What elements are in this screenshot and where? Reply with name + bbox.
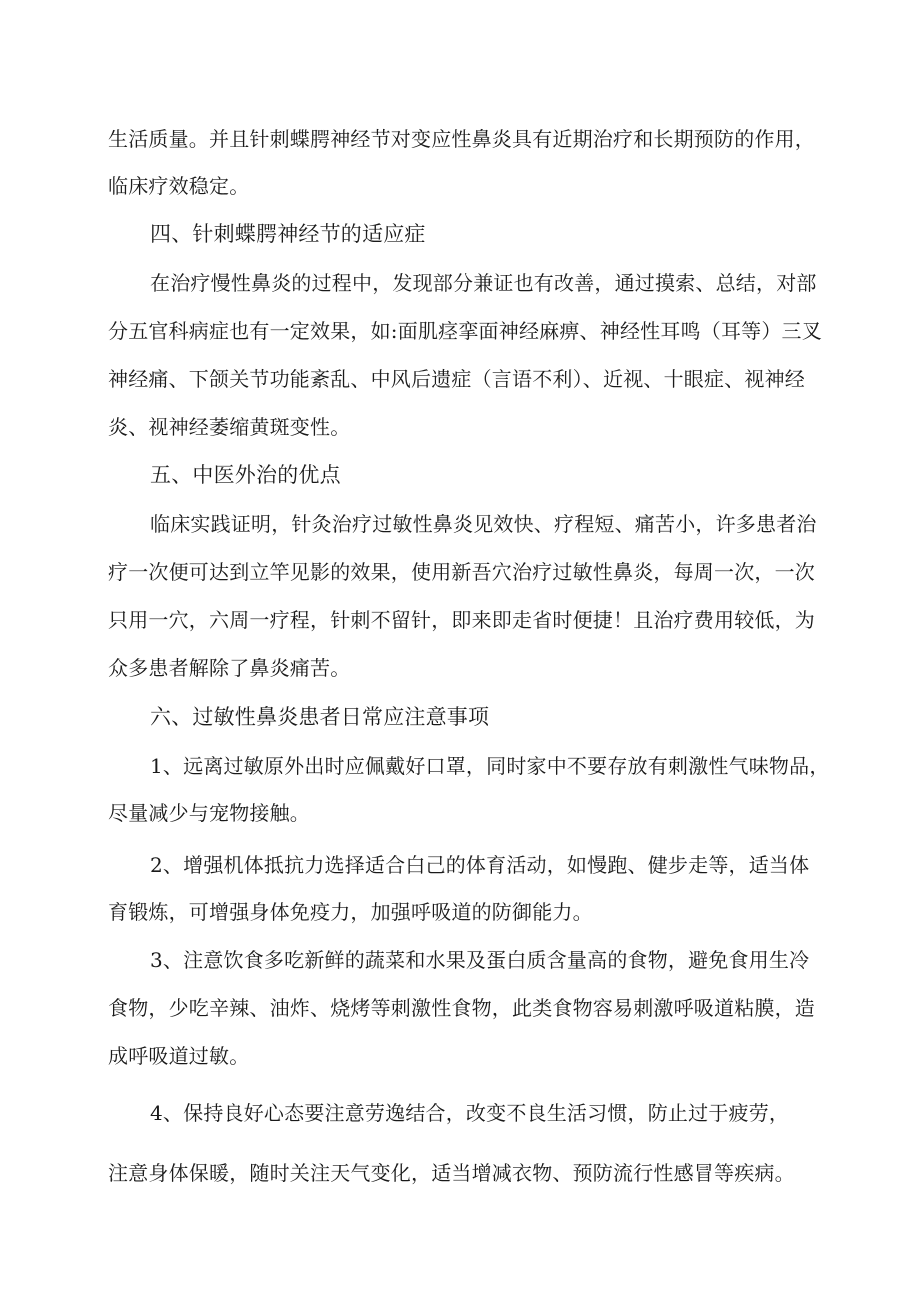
- text-line: 众多患者解除了鼻炎痛苦。: [108, 656, 351, 680]
- text-line: 炎、视神经萎缩黄斑变性。: [108, 415, 351, 439]
- text-line: 成呼吸道过敏。: [108, 1044, 250, 1068]
- section-heading-4: 四、针刺蝶腭神经节的适应症: [150, 222, 426, 246]
- text-line: 神经痛、下颌关节功能紊乱、中风后遗症（言语不利）、近视、十眼症、视神经: [108, 367, 805, 391]
- text-line: 1、远离过敏原外出时应佩戴好口罩，同时家中不要存放有刺激性气味物品，: [150, 754, 830, 778]
- text-line: 3、注意饮食多吃新鲜的蔬菜和水果及蛋白质含量高的食物，避免食用生冷: [150, 948, 810, 972]
- section-heading-5: 五、中医外治的优点: [150, 463, 341, 487]
- text-line: 注意身体保暖，随时关注天气变化，适当增减衣物、预防流行性感冒等疾病。: [108, 1161, 795, 1185]
- text-line: 临床疗效稳定。: [108, 174, 250, 198]
- text-line: 食物，少吃辛辣、油炸、烧烤等刺激性食物，此类食物容易刺激呼吸道粘膜，造: [108, 996, 815, 1020]
- text-line: 4、保持良好心态要注意劳逸结合，改变不良生活习惯，防止过于疲劳，: [150, 1101, 790, 1125]
- text-line: 疗一次便可达到立竿见影的效果，使用新吾穴治疗过敏性鼻炎，每周一次，一次: [108, 560, 815, 584]
- text-line: 2、增强机体抵抗力选择适合白己的体育活动，如慢跑、健步走等，适当体: [150, 853, 810, 877]
- text-line: 在治疗慢性鼻炎的过程中，发现部分兼证也有改善，通过摸索、总结，对部: [150, 271, 817, 295]
- text-line: 生活质量。并且针刺蝶腭神经节对变应性鼻炎具有近期治疗和长期预防的作用，: [108, 127, 815, 151]
- text-line: 临床实践证明，针灸治疗过敏性鼻炎见效快、疗程短、痛苦小，许多患者治: [150, 512, 817, 536]
- text-line: 分五官科病症也有一定效果，如:面肌痉挛面神经麻痹、神经性耳鸣（耳等）三叉: [108, 319, 822, 343]
- text-line: 只用一穴，六周一疗程，针刺不留针，即来即走省时便捷！且治疗费用较低，为: [108, 608, 815, 632]
- section-heading-6: 六、过敏性鼻炎患者日常应注意事项: [150, 705, 490, 729]
- text-line: 尽量减少与宠物接触。: [108, 801, 310, 825]
- text-line: 育锻炼，可增强身体免疫力，加强呼吸道的防御能力。: [108, 900, 593, 924]
